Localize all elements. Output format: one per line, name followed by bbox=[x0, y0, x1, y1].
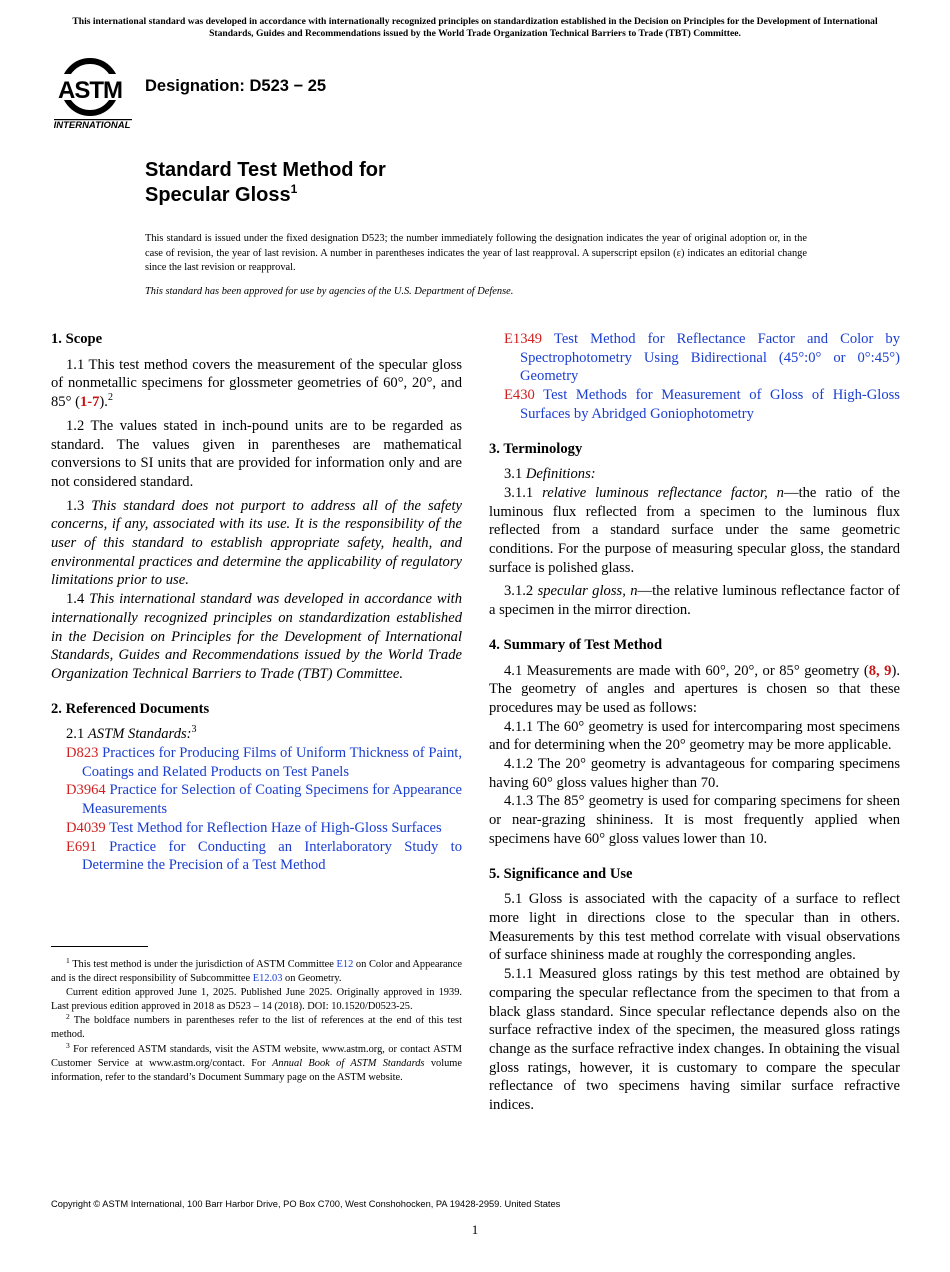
committee-link[interactable]: E12 bbox=[336, 959, 354, 970]
para-4-1-2: 4.1.2 The 20° geometry is advantageous for comparing specimens having 60° gloss values higher than 70. bbox=[489, 756, 900, 791]
reference-code[interactable]: E430 bbox=[504, 387, 535, 404]
reference-item[interactable] bbox=[51, 838, 462, 875]
para-2-1: 2.1 ASTM Standards:$^3$ bbox=[66, 724, 197, 743]
title-footnote-ref[interactable]: 1 bbox=[290, 182, 298, 196]
section-2-heading: 2. Referenced Documents bbox=[51, 700, 210, 717]
reference-link[interactable]: 8, 9 bbox=[868, 662, 892, 679]
issue-note: This standard is issued under the fixed designation D523; the number immediately following the designation indicates the year of original adoption or, in the case of revision, the year of last revision. A number in parentheses indicates the year of last reapproval. A superscript epsilon (ε) indicates an editorial change since the last revision or reapproval. bbox=[145, 233, 807, 273]
reference-title[interactable]: Practice for Selection of Coating Specimens for Appearance Measurements bbox=[82, 782, 462, 818]
reference-item[interactable] bbox=[51, 781, 462, 818]
logo-mark: ASTM bbox=[58, 77, 122, 104]
reference-code[interactable]: E1349 bbox=[504, 331, 543, 347]
para-1-3: 1.3 This standard does not purport to address all of the safety concerns, if any, associated with its use. It is the responsibility of the user of this standard to establish appropriate safety, health, and environmental practices and determine the applicability of regulatory limitations prior to use. bbox=[51, 497, 462, 589]
reference-item[interactable] bbox=[489, 330, 900, 386]
reference-code[interactable]: E691 bbox=[66, 838, 97, 855]
para-3-1-1: 3.1.1 relative luminous reflectance factor, n—the ratio of the luminous flux reflected from a specimen to the luminous flux reflected from a standard surface under the same geometric conditions. For the purpose of measuring specular gloss, the standard surface is polished glass. bbox=[489, 484, 900, 576]
reference-code[interactable]: D3964 bbox=[66, 782, 106, 799]
reference-title[interactable]: Test Methods for Measurement of Gloss of High-Gloss Surfaces by Abridged Goniophotometry bbox=[520, 387, 900, 422]
reference-title[interactable]: Test Method for Reflectance Factor and Color by Spectrophotometry Using Bidirectional (45°:0° or 0°:45°) Geometry bbox=[520, 331, 900, 385]
para-4-1: 4.1 Measurements are made with 60°, 20°, or 85° geometry (8, 9). The geometry of angles and apertures is chosen so that these procedures may be used as follows: bbox=[489, 662, 900, 716]
para-3-1-2: 3.1.2 specular gloss, n—the relative luminous reflectance factor of a specimen in the mirror direction. bbox=[489, 583, 900, 619]
reference-code[interactable]: D4039 bbox=[66, 819, 106, 836]
para-5-1-1: 5.1.1 Measured gloss ratings by this test method are obtained by comparing the specular reflectance from the specimen to that from a black glass standard. Since specular reflectance depends also on the surface refractive index of the specimen, the measured gloss ratings change as the surface refractive index changes. In obtaining the visual gloss ratings, however, it is customary to compare the specular reflectance of two specimens having similar surface refractive indices. bbox=[489, 966, 900, 1114]
document-title bbox=[145, 158, 386, 208]
footnote-rule bbox=[51, 946, 148, 947]
top-notice: This international standard was developed in accordance with internationally recognized principles on standardization established in the Decision on Principles for the Development of International Standards, Guides and Recommendations issued by the World Trade Organization Technical Barriers to Trade (TBT) Committee. bbox=[72, 16, 878, 39]
logo-subtext: INTERNATIONAL bbox=[54, 120, 131, 131]
astm-logo bbox=[54, 56, 136, 132]
title-line-2: Specular Gloss bbox=[145, 184, 291, 206]
section-4-heading: 4. Summary of Test Method bbox=[489, 636, 663, 653]
subcommittee-link[interactable]: E12.03 bbox=[252, 973, 283, 985]
dod-note: This standard has been approved for use by agencies of the U.S. Department of Defense. bbox=[145, 286, 514, 297]
para-1-1: 1.1 This test method covers the measurement of the specular gloss of nonmetallic specimens for glossmeter geometries of 60°, 20°, and 85° (1-7).$^2$ bbox=[51, 356, 462, 411]
reference-title[interactable]: Test Method for Reflection Haze of High-Gloss Surfaces bbox=[109, 819, 442, 836]
right-column bbox=[489, 330, 900, 1115]
left-column bbox=[51, 330, 462, 875]
para-4-1-3: 4.1.3 The 85° geometry is used for comparing specimens for sheen or near-grazing shininess. It is most frequently applied when specimens have 60° gloss values lower than 10. bbox=[489, 793, 900, 847]
reference-item[interactable] bbox=[51, 819, 462, 838]
para-1-4: 1.4 This international standard was developed in accordance with internationally recognized principles on standardization established in the Decision on Principles for the Development of International Standards, Guides and Recommendations issued by the World Trade Organization Technical Barriers to Trade (TBT) Committee. bbox=[51, 591, 463, 682]
para-1-2: 1.2 The values stated in inch-pound units are to be regarded as standard. The values given in parentheses are mathematical conversions to SI units that are provided for information only and are not considered standard. bbox=[51, 417, 462, 490]
footnote-1-edition: Current edition approved June 1, 2025. Published June 2025. Originally approved in 1939. Last previous edition approved in 2018 as D523 – 14 (2018). DOI: 10.1520/D0523-25. bbox=[51, 987, 462, 1013]
footnote-2: $^2$ The boldface numbers in parentheses refer to the list of references at the end of this test method. bbox=[51, 1012, 462, 1041]
para-4-1-1: 4.1.1 The 60° geometry is used for intercomparing most specimens and for determining when the 20° geometry may be more applicable. bbox=[489, 718, 900, 754]
footnote-1: $^1$ This test method is under the jurisdiction of ASTM Committee E12 on Color and Appearance and is the direct responsibility of Subcommittee E12.03 on Geometry. bbox=[51, 956, 462, 985]
para-5-1: 5.1 Gloss is associated with the capacity of a surface to reflect more light in directions close to the specular than in others. Measurements by this test method correlate with visual observations of surface shininess made at roughly the corresponding angles. bbox=[489, 891, 900, 964]
reference-title[interactable]: Practice for Conducting an Interlaboratory Study to Determine the Precision of a Test Method bbox=[82, 838, 462, 874]
reference-title[interactable]: Practices for Producing Films of Uniform Thickness of Paint, Coatings and Related Products on Test Panels bbox=[82, 745, 462, 780]
reference-item[interactable] bbox=[51, 744, 462, 781]
reference-link[interactable]: 1-7 bbox=[79, 394, 100, 411]
copyright: Copyright © ASTM International, 100 Barr Harbor Drive, PO Box C700, West Conshohocken, PA 19428-2959. United States bbox=[51, 1199, 561, 1209]
para-3-1: 3.1 Definitions: bbox=[504, 466, 596, 483]
section-1-heading: 1. Scope bbox=[51, 331, 103, 347]
footnotes bbox=[51, 958, 462, 1085]
reference-item[interactable] bbox=[489, 386, 900, 423]
designation: Designation: D523 − 25 bbox=[145, 77, 327, 95]
footnote-3: $^3$ For referenced ASTM standards, visit the ASTM website, www.astm.org, or contact ASTM Customer Service at www.astm.org/contact. For Annual Book of ASTM Standards volume information, refer to the standard’s Document Summary page on the ASTM website. bbox=[51, 1040, 462, 1083]
footnote-ref[interactable]: 3 bbox=[191, 724, 197, 736]
section-3-heading: 3. Terminology bbox=[489, 440, 583, 457]
title-line-1: Standard Test Method for bbox=[145, 159, 386, 181]
section-5-heading: 5. Significance and Use bbox=[489, 865, 633, 882]
reference-code[interactable]: D823 bbox=[66, 745, 99, 762]
page-number: 1 bbox=[471, 1222, 479, 1237]
footnote-ref[interactable]: 2 bbox=[107, 392, 113, 404]
